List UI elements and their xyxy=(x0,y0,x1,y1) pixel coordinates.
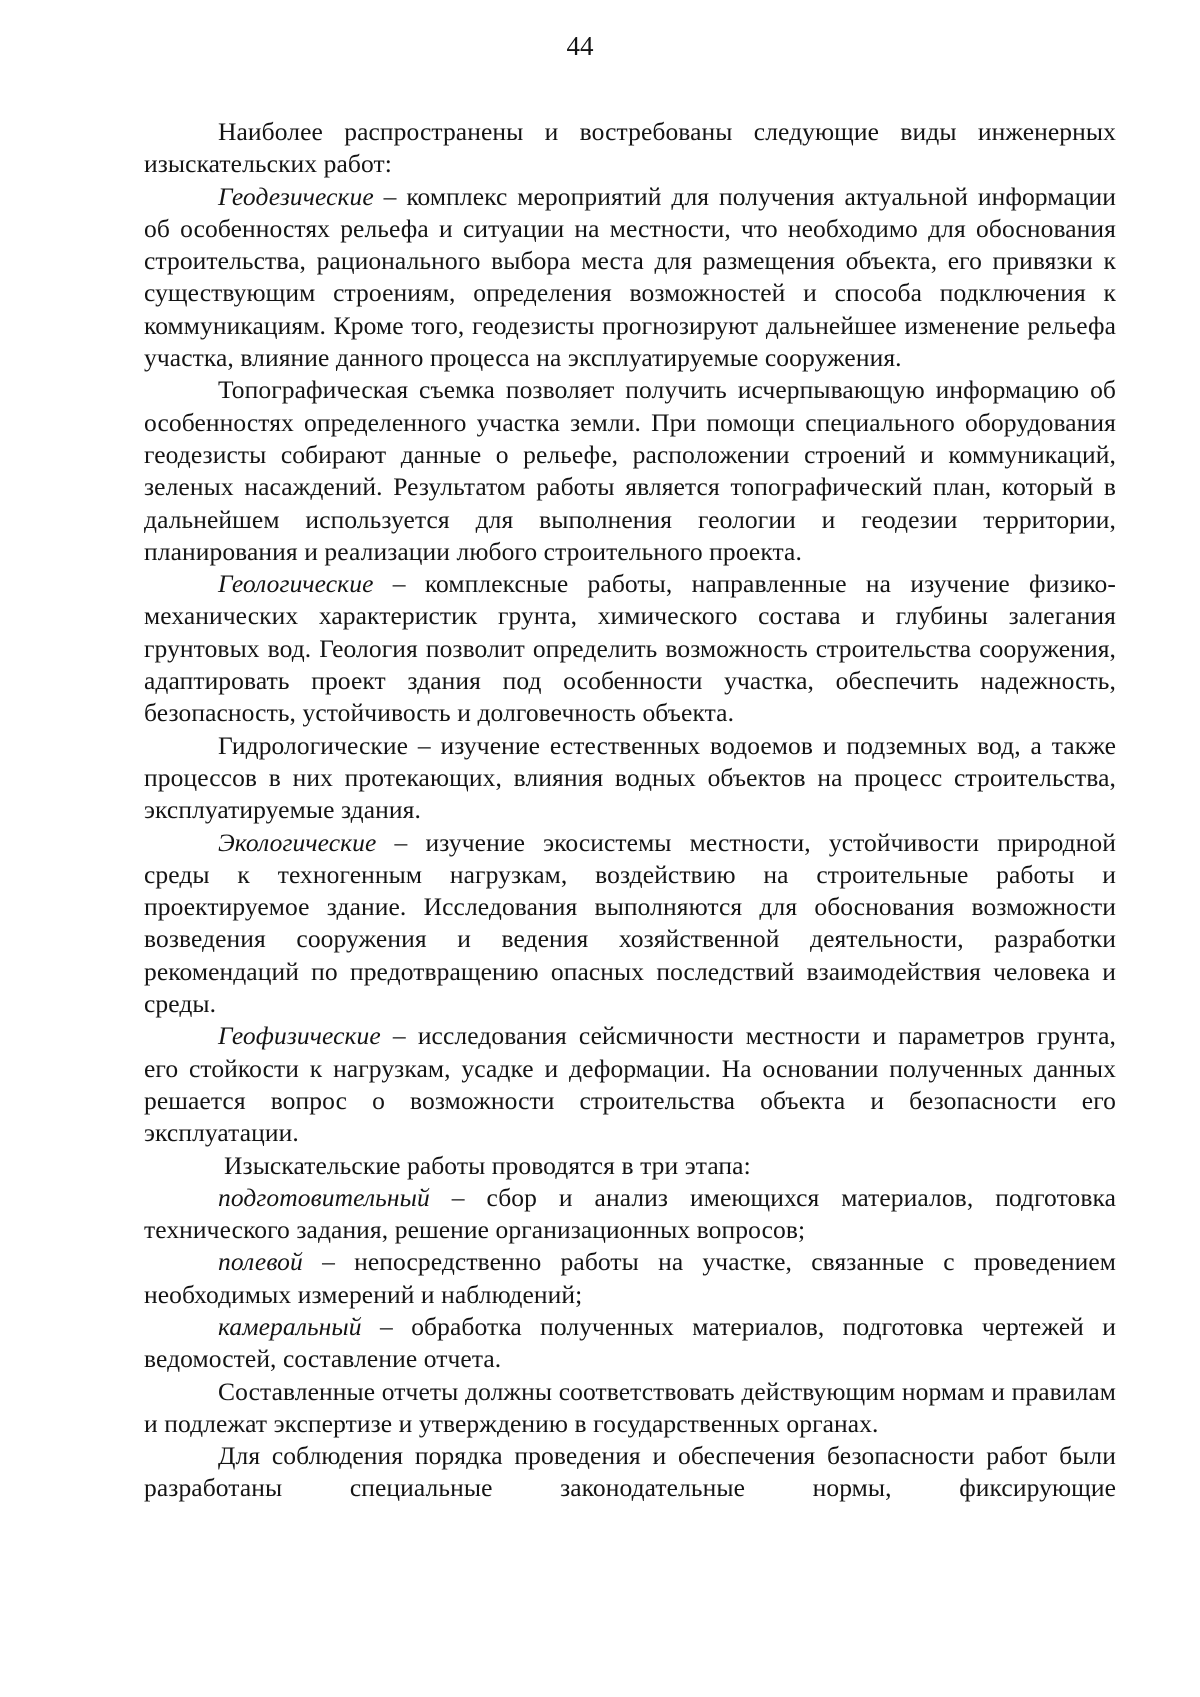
paragraph-text: Изыскательские работы проводятся в три этапа: xyxy=(224,1150,751,1180)
paragraph xyxy=(144,1020,1116,1149)
paragraph xyxy=(144,1246,1116,1311)
text-body xyxy=(144,116,1116,1505)
paragraph-term: Экологические xyxy=(218,827,377,857)
paragraph xyxy=(144,827,1116,1021)
paragraph-text: – исследования сейсмичности местности и параметров грунта, его стойкости к нагрузкам, усадке и деформации. На основании полученных данных решается вопрос о возможности строительства объекта и безопасности его эксплуатации. xyxy=(144,1021,1116,1148)
paragraph-text: Гидрологические – изучение естественных водоемов и подземных вод, а также процессов в них протекающих, влияния водных объектов на процесс строительства, эксплуатируемые здания. xyxy=(144,730,1116,825)
paragraph-text: – комплекс мероприятий для получения актуальной информации об особенностях рельефа и ситуации на местности, что необходимо для обоснования строительства, рационального выбора места для размещения объекта, его привязки к существующим строениям, определения возможностей и способа подключения к коммуникациям. Кроме того, геодезисты прогнозируют дальнейшее изменение рельефа участка, влияние данного процесса на эксплуатируемые сооружения. xyxy=(144,181,1116,373)
paragraph-text: Наиболее распространены и востребованы следующие виды инженерных изыскательских работ: xyxy=(144,117,1116,179)
paragraph-text: – изучение экосистемы местности, устойчивости природной среды к техногенным нагрузкам, воздействию на строительные работы и проектируемое здание. Исследования выполняются для обоснования возможности возведения сооружения и ведения хозяйственной деятельности, разработки рекомендаций по предотвращению опасных последствий взаимодействия человека и среды. xyxy=(144,827,1116,1019)
paragraph-text: – сбор и анализ имеющихся материалов, подготовка технического задания, решение организационных вопросов; xyxy=(144,1182,1116,1245)
paragraph xyxy=(144,1182,1116,1247)
paragraph xyxy=(144,1150,1116,1182)
paragraph-term: Геофизические xyxy=(218,1021,381,1051)
paragraph xyxy=(144,730,1116,827)
paragraph xyxy=(144,1440,1116,1505)
paragraph xyxy=(144,374,1116,568)
paragraph-term: полевой xyxy=(218,1247,303,1277)
paragraph-text: – комплексные работы, направленные на изучение физико-механических характеристик грунта, химического состава и глубины залегания грунтовых вод. Геология позволит определить возможность строительства сооружения, адаптировать проект здания под особенности участка, обеспечить надежность, безопасность, устойчивость и долговечность объекта. xyxy=(144,569,1116,728)
paragraph xyxy=(144,116,1116,181)
paragraph-text: Для соблюдения порядка проведения и обеспечения безопасности работ были разработаны специальные законодательные нормы, фиксирующие xyxy=(144,1441,1116,1503)
paragraph xyxy=(144,1376,1116,1441)
paragraph-text: – обработка полученных материалов, подготовка чертежей и ведомостей, составление отчета. xyxy=(144,1311,1116,1374)
paragraph-term: Геологические xyxy=(218,569,374,599)
paragraph-term: Геодезические xyxy=(218,181,374,211)
paragraph-term: камеральный xyxy=(218,1311,362,1341)
paragraph xyxy=(144,181,1116,375)
page-number: 44 xyxy=(566,31,594,61)
paragraph-text: Топографическая съемка позволяет получить исчерпывающую информацию об особенностях определенного участка земли. При помощи специального оборудования геодезисты собирают данные о рельефе, расположении строений и коммуникаций, зеленых насаждений. Результатом работы является топографический план, который в дальнейшем используется для выполнения геологии и геодезии территории, планирования и реализации любого строительного проекта. xyxy=(144,375,1116,566)
paragraph-text: Составленные отчеты должны соответствовать действующим нормам и правилам и подлежат экспертизе и утверждению в государственных органах. xyxy=(144,1376,1116,1438)
paragraph-term: подготовительный xyxy=(218,1182,430,1212)
paragraph xyxy=(144,1311,1116,1376)
paragraph-text: – непосредственно работы на участке, связанные с проведением необходимых измерений и наблюдений; xyxy=(144,1247,1116,1309)
paragraph xyxy=(144,568,1116,729)
